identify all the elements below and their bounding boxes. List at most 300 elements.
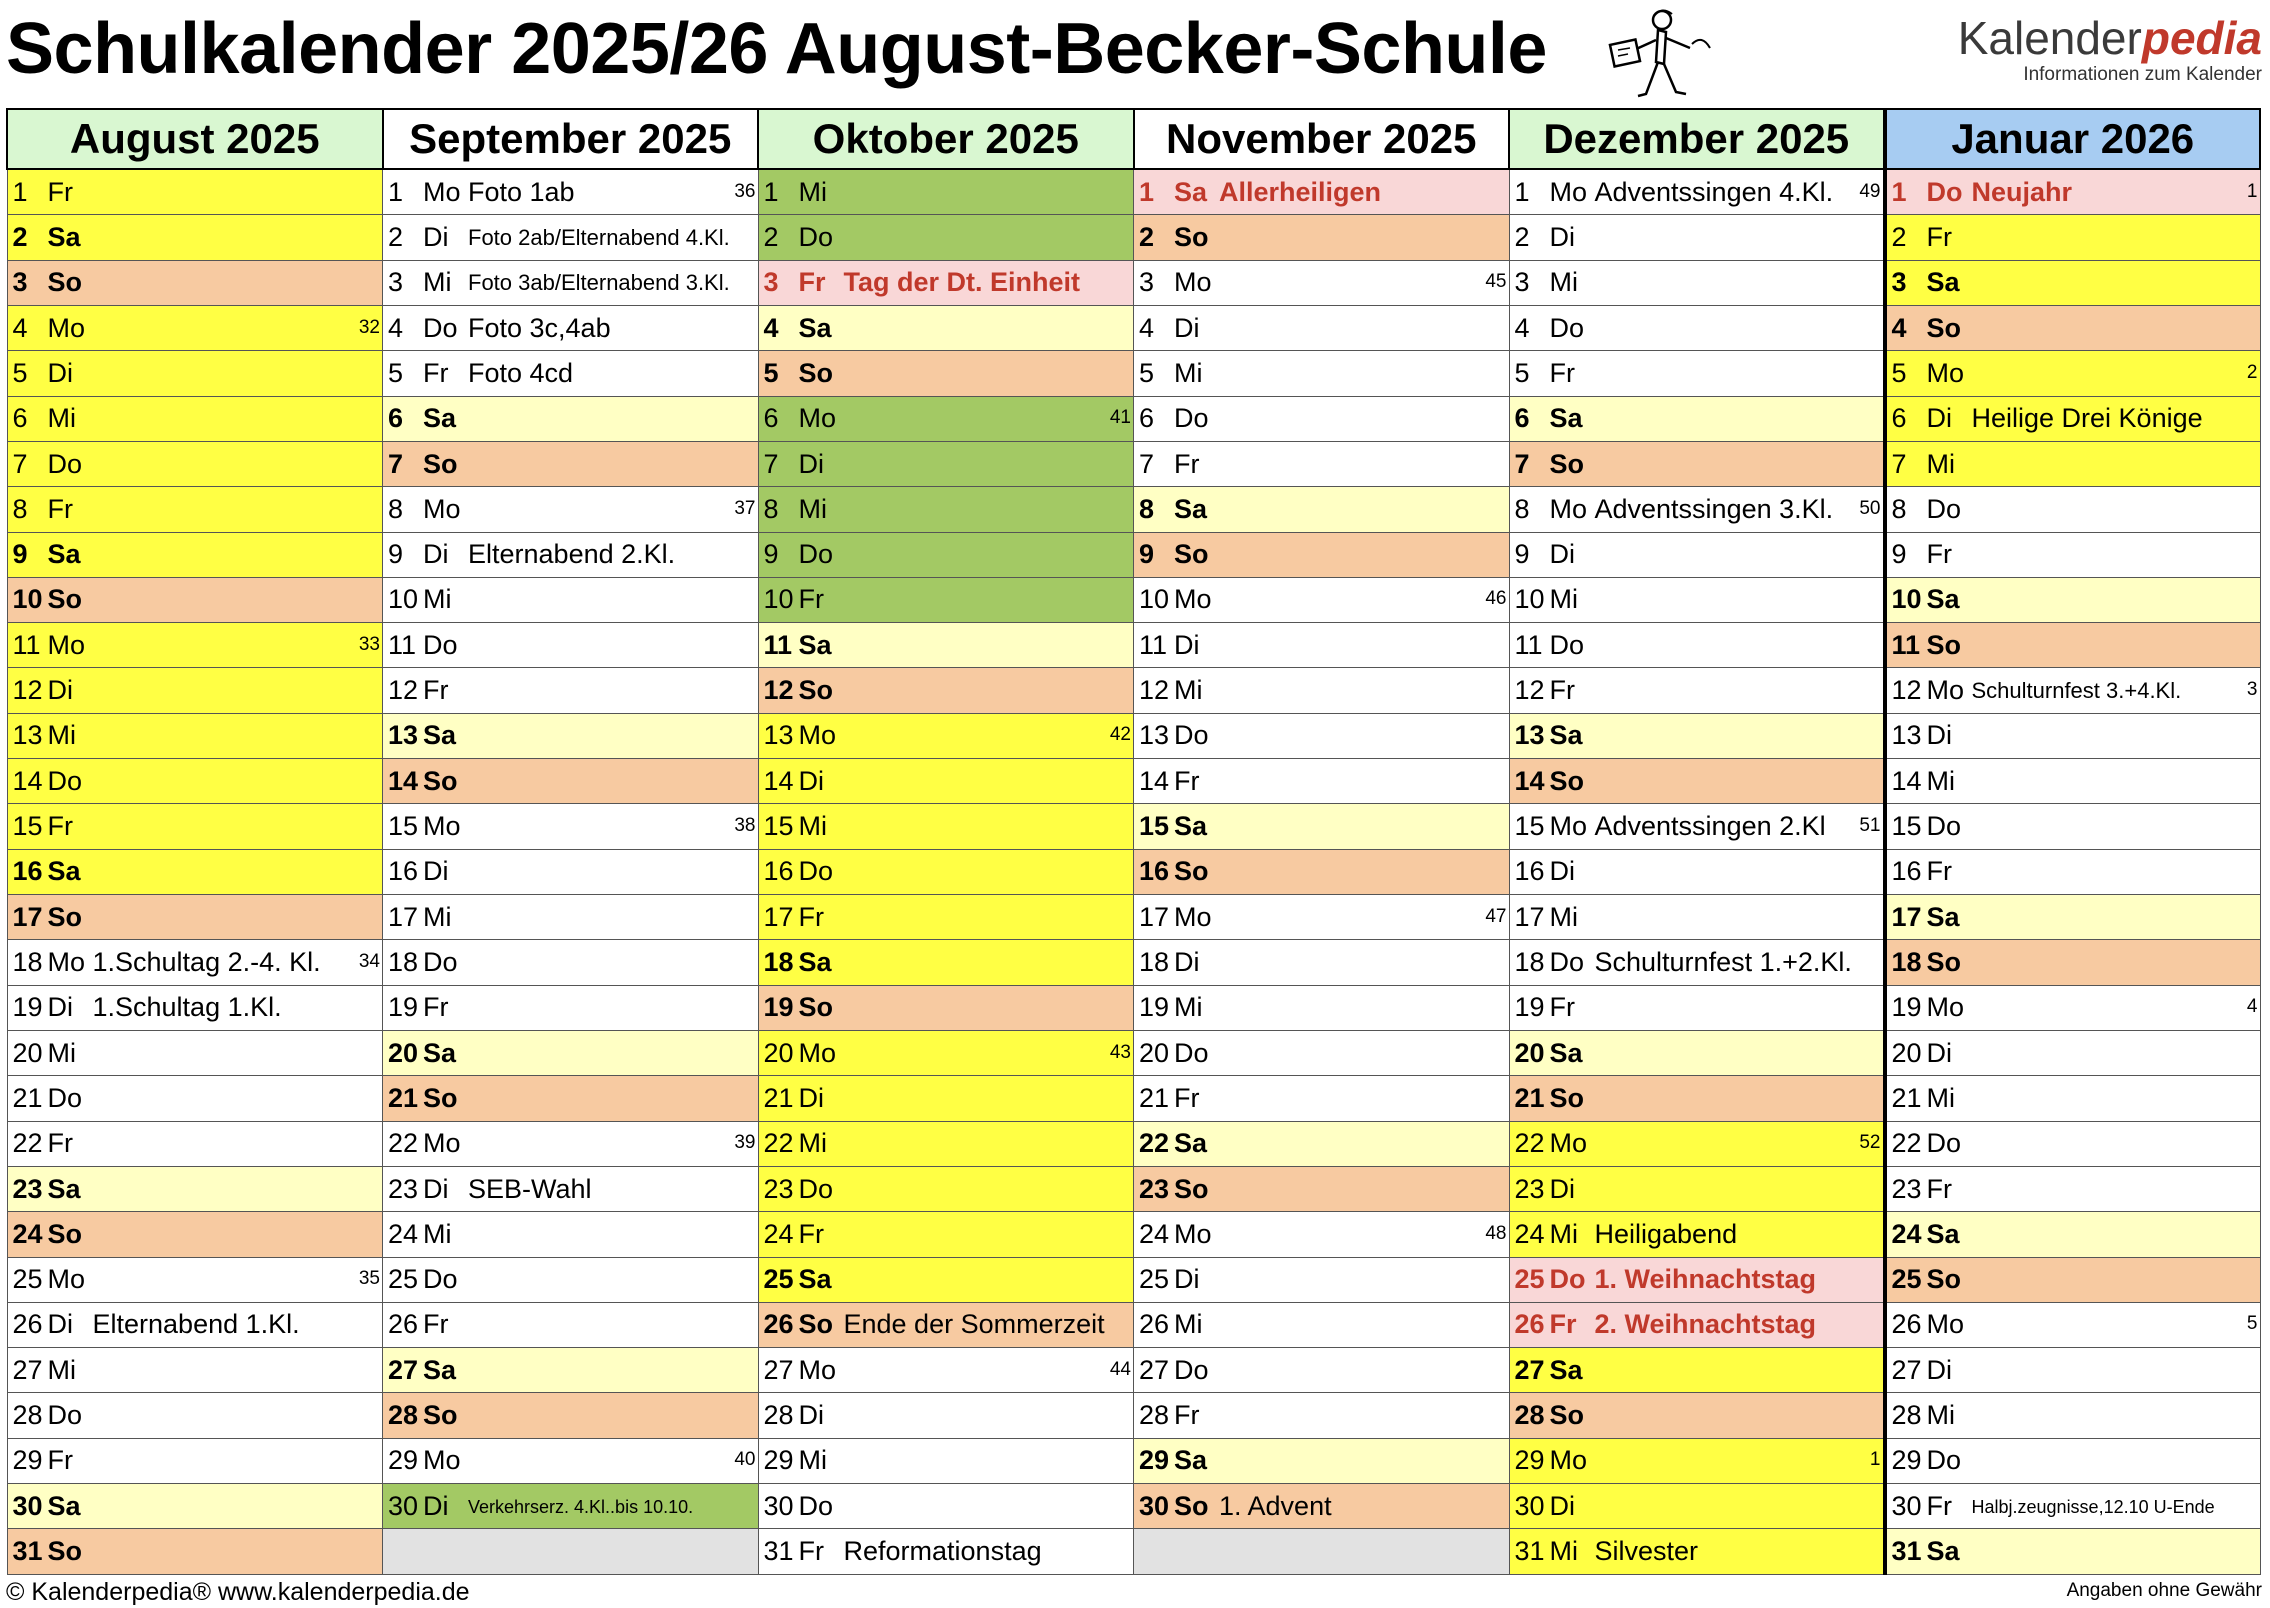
day-number: 7 [1891, 448, 1907, 479]
day-cell-content [1134, 896, 1509, 939]
day-cell[interactable] [1134, 1393, 1510, 1438]
day-cell[interactable] [1134, 1348, 1510, 1393]
weekday-label: Di [1926, 1354, 1952, 1385]
weekday-label: Mi [47, 1037, 76, 1068]
day-cell[interactable] [1885, 895, 2261, 940]
day-cell[interactable] [7, 759, 383, 804]
day-cell[interactable] [1509, 1166, 1885, 1211]
day-cell-content [383, 669, 758, 712]
day-number: 25 [1514, 1264, 1545, 1295]
day-cell-content [1134, 443, 1509, 486]
event-label: Foto 1ab [468, 176, 575, 207]
day-cell-content [1887, 1168, 2260, 1211]
calendar-row [7, 895, 2260, 940]
day-cell-content [8, 714, 383, 757]
weekday-label: Di [1549, 539, 1575, 570]
event-label: Allerheiligen [1219, 176, 1382, 207]
day-cell[interactable] [1885, 351, 2261, 396]
day-cell[interactable] [1134, 305, 1510, 350]
day-cell[interactable] [1885, 487, 2261, 532]
day-cell[interactable] [7, 623, 383, 668]
day-cell[interactable] [1509, 1438, 1885, 1483]
day-cell[interactable] [7, 1166, 383, 1211]
day-cell[interactable] [1885, 1438, 2261, 1483]
day-number: 3 [1514, 267, 1530, 298]
day-cell[interactable] [1509, 441, 1885, 486]
day-cell[interactable] [1134, 1484, 1510, 1529]
week-number: 43 [1109, 1041, 1131, 1063]
day-cell-content [1510, 1530, 1883, 1573]
day-cell[interactable] [1885, 305, 2261, 350]
day-cell[interactable] [1885, 849, 2261, 894]
day-cell[interactable] [1134, 441, 1510, 486]
day-number: 30 [12, 1490, 43, 1521]
day-cell[interactable] [383, 396, 759, 441]
calendar-row [7, 215, 2260, 260]
day-cell[interactable] [7, 260, 383, 305]
day-cell[interactable] [383, 804, 759, 849]
day-cell[interactable] [1885, 441, 2261, 486]
day-cell-content [1887, 1077, 2260, 1120]
day-cell[interactable] [7, 169, 383, 215]
event-label: Foto 4cd [468, 357, 574, 388]
month-header-row [7, 109, 2260, 169]
calendar-row [7, 940, 2260, 985]
day-cell[interactable] [1509, 623, 1885, 668]
day-cell[interactable] [1885, 668, 2261, 713]
day-number: 3 [12, 267, 28, 298]
day-number: 2 [763, 221, 779, 252]
day-number: 9 [1139, 539, 1155, 570]
day-cell[interactable] [758, 1166, 1134, 1211]
weekday-label: Mi [1549, 584, 1578, 615]
day-cell-content [383, 443, 758, 486]
day-cell-content [8, 1258, 383, 1301]
day-cell[interactable] [1509, 1302, 1885, 1347]
day-cell[interactable] [758, 1212, 1134, 1257]
day-cell[interactable] [1509, 305, 1885, 350]
day-cell[interactable] [758, 804, 1134, 849]
day-cell[interactable] [383, 532, 759, 577]
day-number: 26 [388, 1309, 419, 1340]
day-cell[interactable] [758, 1529, 1134, 1575]
weekday-label: Di [798, 1082, 824, 1113]
event-label: Elternabend 1.Kl. [92, 1309, 300, 1340]
weekday-label: So [1549, 1400, 1585, 1431]
day-cell[interactable] [1885, 1348, 2261, 1393]
day-cell[interactable] [1509, 668, 1885, 713]
day-cell[interactable] [7, 940, 383, 985]
day-cell[interactable] [1509, 215, 1885, 260]
day-cell-content [1134, 1213, 1509, 1256]
day-cell[interactable] [1885, 396, 2261, 441]
day-cell[interactable] [1885, 577, 2261, 622]
day-cell-content [1510, 488, 1883, 531]
day-cell[interactable] [7, 1484, 383, 1529]
day-cell-content [1887, 352, 2260, 395]
day-cell[interactable] [7, 487, 383, 532]
day-cell[interactable] [383, 668, 759, 713]
day-cell[interactable] [7, 804, 383, 849]
weekday-label: Mi [1174, 357, 1203, 388]
weekday-label: So [1174, 1173, 1209, 1204]
day-cell[interactable] [1134, 1166, 1510, 1211]
weekday-label: Mi [423, 1218, 452, 1249]
day-cell[interactable] [758, 759, 1134, 804]
day-cell[interactable] [758, 623, 1134, 668]
weekday-label: Di [47, 357, 73, 388]
day-cell-content [1510, 1485, 1883, 1528]
day-cell[interactable] [758, 169, 1134, 215]
day-cell[interactable] [1885, 1076, 2261, 1121]
day-number: 7 [1139, 448, 1155, 479]
event-label: Adventssingen 4.Kl. [1594, 176, 1834, 207]
day-cell[interactable] [383, 623, 759, 668]
day-cell[interactable] [1509, 895, 1885, 940]
day-cell[interactable] [7, 1212, 383, 1257]
day-cell-content [1887, 578, 2260, 621]
day-number: 9 [12, 539, 28, 570]
day-cell[interactable] [7, 895, 383, 940]
day-cell[interactable] [383, 713, 759, 758]
day-cell[interactable] [758, 577, 1134, 622]
day-cell-content [383, 488, 758, 531]
day-cell[interactable] [383, 215, 759, 260]
weekday-label: Mo [1549, 811, 1588, 842]
day-cell[interactable] [1134, 1529, 1510, 1575]
weekday-label: Di [1174, 946, 1200, 977]
day-cell[interactable] [1509, 804, 1885, 849]
day-cell[interactable] [1134, 215, 1510, 260]
calendar-row [7, 623, 2260, 668]
day-cell[interactable] [1885, 623, 2261, 668]
day-cell[interactable] [7, 1030, 383, 1075]
weekday-label: So [1174, 856, 1209, 887]
day-cell[interactable] [1509, 169, 1885, 215]
day-cell[interactable] [758, 668, 1134, 713]
day-cell[interactable] [383, 441, 759, 486]
day-cell[interactable] [758, 940, 1134, 985]
day-cell[interactable] [1134, 623, 1510, 668]
day-cell[interactable] [383, 1212, 759, 1257]
day-cell[interactable] [1885, 169, 2261, 215]
day-cell[interactable] [1885, 1121, 2261, 1166]
day-cell[interactable] [383, 1257, 759, 1302]
weekday-label: Mo [47, 946, 86, 977]
day-cell[interactable] [1885, 804, 2261, 849]
day-cell[interactable] [758, 351, 1134, 396]
day-cell[interactable] [383, 895, 759, 940]
day-cell[interactable] [1509, 1030, 1885, 1075]
day-cell[interactable] [758, 1438, 1134, 1483]
day-number: 11 [763, 629, 793, 660]
day-cell[interactable] [1509, 985, 1885, 1030]
day-cell[interactable] [383, 577, 759, 622]
day-cell[interactable] [7, 985, 383, 1030]
day-cell[interactable] [1134, 759, 1510, 804]
day-cell[interactable] [1885, 1166, 2261, 1211]
day-cell[interactable] [1885, 713, 2261, 758]
day-cell[interactable] [1134, 1302, 1510, 1347]
day-cell[interactable] [7, 1302, 383, 1347]
day-cell-content [8, 1168, 383, 1211]
day-cell[interactable] [7, 215, 383, 260]
day-cell[interactable] [1885, 532, 2261, 577]
event-label: Silvester [1594, 1536, 1699, 1567]
day-cell[interactable] [383, 1393, 759, 1438]
event-label: Adventssingen 2.Kl [1594, 811, 1826, 842]
day-cell[interactable] [383, 849, 759, 894]
day-cell[interactable] [383, 940, 759, 985]
weekday-label: Di [423, 221, 449, 252]
day-cell[interactable] [1134, 940, 1510, 985]
day-cell[interactable] [1509, 577, 1885, 622]
day-cell-content [1134, 1303, 1509, 1346]
day-cell-content [759, 1077, 1134, 1120]
day-cell[interactable] [1134, 1212, 1510, 1257]
weekday-label: Mo [1926, 675, 1965, 706]
day-cell[interactable] [1134, 1121, 1510, 1166]
weekday-label: So [47, 584, 83, 615]
day-cell[interactable] [7, 849, 383, 894]
day-cell[interactable] [758, 895, 1134, 940]
weekday-label: Do [1549, 312, 1585, 343]
day-cell[interactable] [1134, 396, 1510, 441]
weekday-label: Mo [1174, 584, 1212, 615]
day-cell[interactable] [7, 396, 383, 441]
day-number: 14 [1139, 765, 1170, 796]
day-cell[interactable] [1134, 713, 1510, 758]
day-cell[interactable] [758, 215, 1134, 260]
day-cell[interactable] [1509, 1484, 1885, 1529]
day-cell[interactable] [7, 305, 383, 350]
day-cell[interactable] [1885, 759, 2261, 804]
day-cell[interactable] [1885, 1257, 2261, 1302]
day-number: 8 [763, 493, 779, 524]
day-cell[interactable] [383, 487, 759, 532]
day-cell[interactable] [1134, 532, 1510, 577]
day-cell[interactable] [1134, 895, 1510, 940]
day-cell-content [8, 669, 383, 712]
day-cell[interactable] [758, 396, 1134, 441]
day-cell[interactable] [383, 1529, 759, 1575]
weekday-label: Di [1926, 1037, 1952, 1068]
day-cell[interactable] [7, 1121, 383, 1166]
day-cell[interactable] [758, 260, 1134, 305]
day-cell[interactable] [1509, 396, 1885, 441]
weekday-label: So [423, 448, 458, 479]
day-cell[interactable] [1509, 759, 1885, 804]
day-cell[interactable] [1134, 1030, 1510, 1075]
day-cell[interactable] [758, 532, 1134, 577]
weekday-label: Mo [423, 493, 461, 524]
day-cell[interactable] [1134, 1076, 1510, 1121]
day-cell[interactable] [383, 759, 759, 804]
calendar-row [7, 1348, 2260, 1393]
day-cell-content [8, 307, 383, 350]
day-number: 5 [388, 357, 404, 388]
weekday-label: Mo [798, 720, 837, 751]
day-cell[interactable] [758, 441, 1134, 486]
day-cell[interactable] [1885, 1393, 2261, 1438]
day-number: 26 [763, 1309, 794, 1340]
day-cell[interactable] [1134, 1438, 1510, 1483]
weekday-label: Fr [798, 1536, 824, 1567]
day-cell[interactable] [1885, 1302, 2261, 1347]
day-cell[interactable] [383, 1438, 759, 1483]
day-cell[interactable] [1509, 1393, 1885, 1438]
day-cell[interactable] [383, 1348, 759, 1393]
day-cell[interactable] [758, 1348, 1134, 1393]
day-cell[interactable] [383, 1076, 759, 1121]
day-number: 22 [763, 1128, 794, 1159]
day-cell[interactable] [7, 1076, 383, 1121]
day-cell[interactable] [383, 351, 759, 396]
day-number: 27 [1139, 1354, 1170, 1385]
day-cell[interactable] [383, 1302, 759, 1347]
day-number: 2 [1891, 221, 1907, 252]
day-cell-content [1887, 1530, 2260, 1573]
day-cell[interactable] [1885, 1212, 2261, 1257]
day-cell[interactable] [1509, 351, 1885, 396]
week-number: 35 [358, 1268, 380, 1290]
day-cell-content [1887, 1303, 2260, 1346]
weekday-label: So [798, 675, 834, 706]
day-cell[interactable] [1885, 1030, 2261, 1075]
day-cell[interactable] [758, 985, 1134, 1030]
day-cell[interactable] [1134, 804, 1510, 849]
day-cell[interactable] [1509, 940, 1885, 985]
day-cell[interactable] [383, 1030, 759, 1075]
day-cell[interactable] [383, 1166, 759, 1211]
day-cell[interactable] [758, 1257, 1134, 1302]
day-cell[interactable] [758, 1030, 1134, 1075]
day-cell[interactable] [758, 1484, 1134, 1529]
day-cell[interactable] [383, 1484, 759, 1529]
day-cell-content [1134, 805, 1509, 848]
day-cell[interactable] [758, 487, 1134, 532]
day-cell[interactable] [7, 1529, 383, 1575]
day-cell[interactable] [1509, 260, 1885, 305]
day-cell[interactable] [758, 305, 1134, 350]
day-cell[interactable] [1134, 260, 1510, 305]
day-cell-content [1887, 1213, 2260, 1256]
day-number: 23 [1139, 1173, 1170, 1204]
day-cell[interactable] [1134, 487, 1510, 532]
day-cell[interactable] [7, 441, 383, 486]
day-cell[interactable] [1885, 215, 2261, 260]
day-cell[interactable] [1134, 577, 1510, 622]
day-cell[interactable] [1509, 532, 1885, 577]
day-cell[interactable] [7, 1438, 383, 1483]
day-cell[interactable] [7, 532, 383, 577]
event-label: Elternabend 2.Kl. [468, 539, 676, 570]
week-number: 39 [734, 1132, 756, 1154]
day-cell[interactable] [1885, 985, 2261, 1030]
day-cell-content [1887, 1485, 2260, 1528]
day-cell[interactable] [383, 169, 759, 215]
week-number: 47 [1485, 905, 1507, 927]
day-cell-content [383, 1530, 758, 1573]
weekday-label: Do [798, 539, 834, 570]
day-cell[interactable] [7, 1257, 383, 1302]
day-cell-content [1887, 261, 2260, 304]
day-cell[interactable] [1885, 940, 2261, 985]
day-cell[interactable] [1134, 1257, 1510, 1302]
event-label: Halbj.zeugnisse,12.10 U-Ende [1971, 1496, 2215, 1517]
day-number: 17 [12, 901, 43, 932]
day-number: 16 [1891, 856, 1922, 887]
day-cell[interactable] [383, 985, 759, 1030]
day-cell[interactable] [7, 668, 383, 713]
day-cell[interactable] [1134, 985, 1510, 1030]
day-cell[interactable] [1509, 1348, 1885, 1393]
day-cell[interactable] [1509, 849, 1885, 894]
day-cell[interactable] [7, 1348, 383, 1393]
day-cell[interactable] [1134, 849, 1510, 894]
day-cell-content [1134, 1485, 1509, 1528]
day-cell-content [383, 1394, 758, 1437]
day-cell[interactable] [7, 351, 383, 396]
day-cell[interactable] [1134, 351, 1510, 396]
event-label: Heiligabend [1594, 1218, 1738, 1249]
day-cell-content [8, 805, 383, 848]
day-cell[interactable] [7, 713, 383, 758]
day-cell[interactable] [1885, 260, 2261, 305]
day-cell[interactable] [1134, 668, 1510, 713]
day-cell[interactable] [1885, 1484, 2261, 1529]
day-number: 24 [12, 1218, 43, 1249]
weekday-label: Fr [423, 1309, 449, 1340]
weekday-label: Do [1926, 493, 1962, 524]
day-cell-content [383, 1303, 758, 1346]
day-number: 4 [1514, 312, 1530, 343]
day-cell[interactable] [1885, 1529, 2261, 1575]
brand-logo[interactable] [1958, 12, 2262, 86]
day-cell[interactable] [758, 1076, 1134, 1121]
weekday-label: So [423, 1400, 458, 1431]
day-cell[interactable] [758, 1393, 1134, 1438]
day-cell[interactable] [1509, 1121, 1885, 1166]
day-cell[interactable] [758, 1302, 1134, 1347]
day-cell[interactable] [383, 1121, 759, 1166]
day-cell[interactable] [1509, 1212, 1885, 1257]
day-number: 10 [1891, 584, 1922, 615]
day-cell[interactable] [758, 1121, 1134, 1166]
day-cell-content [1887, 443, 2260, 486]
day-cell[interactable] [1509, 1529, 1885, 1575]
day-cell[interactable] [1509, 487, 1885, 532]
day-cell[interactable] [383, 260, 759, 305]
day-cell[interactable] [1134, 169, 1510, 215]
day-cell[interactable] [7, 577, 383, 622]
calendar-row [7, 1393, 2260, 1438]
day-cell[interactable] [758, 713, 1134, 758]
weekday-label: Do [1174, 403, 1209, 434]
weekday-label: Sa [1174, 493, 1208, 524]
day-cell[interactable] [1509, 713, 1885, 758]
day-cell[interactable] [758, 849, 1134, 894]
week-number: 49 [1859, 180, 1881, 202]
day-cell[interactable] [7, 1393, 383, 1438]
day-cell[interactable] [383, 305, 759, 350]
day-cell[interactable] [1509, 1257, 1885, 1302]
week-number: 1 [1869, 1449, 1881, 1471]
weekday-label: Di [423, 856, 449, 887]
day-number: 7 [388, 448, 404, 479]
day-cell-content [383, 397, 758, 440]
day-cell[interactable] [1509, 1076, 1885, 1121]
